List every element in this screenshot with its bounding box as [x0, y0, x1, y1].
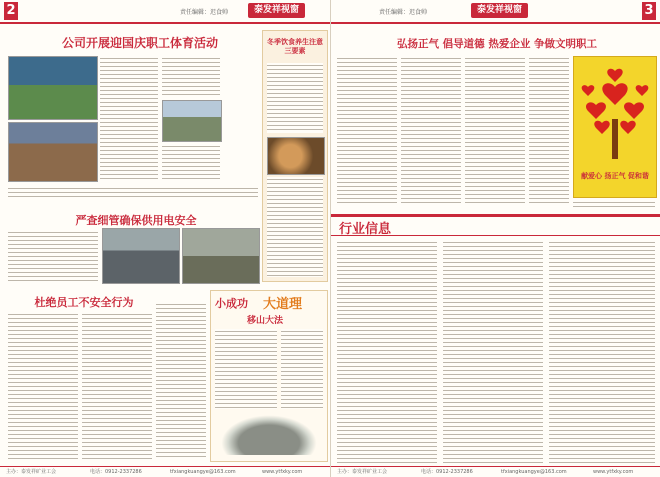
electric-title: 严查细管确保供用电安全 — [75, 214, 197, 227]
left-header — [0, 0, 330, 24]
success-sidebar — [210, 290, 328, 462]
right-page-number: 3 — [642, 2, 656, 20]
right-footer-phone: 电话：0912-2337286 — [421, 469, 473, 475]
right-footer — [331, 466, 660, 477]
success-subtitle: 移山大法 — [247, 316, 284, 326]
charity-poster — [573, 56, 657, 198]
mountain-illustration — [221, 415, 317, 455]
left-footer-publisher: 主办：泰发祥矿业工会 — [6, 469, 57, 475]
main-title: 弘扬正气 倡导道德 热爱企业 争做文明职工 — [397, 38, 597, 50]
info-title: 行业信息 — [339, 222, 392, 237]
info-text-col1 — [337, 240, 437, 464]
right-footer-email: tfxiangkuangye@163.com — [501, 469, 567, 475]
info-section-bar — [331, 214, 660, 236]
left-page-number: 2 — [4, 2, 18, 20]
food-photo — [267, 137, 325, 175]
violation-title: 杜绝员工不安全行为 — [34, 296, 134, 309]
health-sidebar — [262, 30, 328, 282]
hearts-tree-icon — [574, 57, 656, 169]
left-brand: 泰发祥视窗 — [248, 3, 305, 18]
sports-photo-1 — [8, 56, 98, 120]
main-text-col3 — [465, 56, 525, 206]
poster-text: 献爱心 扬正气 促和谐 — [581, 171, 649, 180]
sidebar-text-1 — [267, 63, 323, 133]
right-header — [331, 0, 660, 24]
info-text-col2 — [443, 240, 543, 464]
sports-title: 公司开展迎国庆职工体育活动 — [61, 36, 218, 50]
left-footer — [0, 466, 330, 477]
electric-text — [8, 230, 98, 282]
left-editor: 责任编辑：迟食帅 — [180, 9, 229, 16]
left-footer-website: www.ytfxky.com — [262, 469, 303, 475]
info-text-col3 — [549, 240, 655, 464]
sports-text-bottom — [8, 186, 258, 200]
success-title-top: 小成功 — [215, 297, 248, 310]
poster-caption — [573, 200, 655, 210]
sports-photo-2 — [8, 122, 98, 182]
violation-text-col2 — [82, 312, 152, 460]
main-text-col1 — [337, 56, 397, 206]
violation-text-col3 — [156, 302, 206, 460]
success-text-1 — [215, 329, 277, 409]
right-page — [331, 0, 660, 477]
right-footer-website: www.ytfxky.com — [593, 469, 634, 475]
sports-text-col3 — [162, 144, 220, 180]
main-text-col2 — [401, 56, 461, 206]
left-footer-phone: 电话：0912-2337286 — [90, 469, 142, 475]
success-text-2 — [281, 329, 323, 409]
sports-text-col1 — [100, 56, 158, 180]
right-editor: 责任编辑：迟食帅 — [379, 9, 428, 16]
sports-photo-3 — [162, 100, 222, 142]
electric-photo-1 — [102, 228, 180, 284]
left-footer-email: tfxiangkuangye@163.com — [170, 469, 236, 475]
sidebar-text-2 — [267, 177, 323, 277]
sidebar-top-title: 冬季饮食养生注意三要素 — [267, 37, 323, 55]
electric-photo-2 — [182, 228, 260, 284]
main-text-col4 — [529, 56, 569, 206]
right-brand: 泰发祥视窗 — [471, 3, 528, 18]
violation-text-col1 — [8, 312, 78, 460]
success-title-bottom: 大道理 — [263, 297, 303, 312]
right-footer-publisher: 主办：泰发祥矿业工会 — [337, 469, 388, 475]
sports-text-col2 — [162, 56, 220, 96]
